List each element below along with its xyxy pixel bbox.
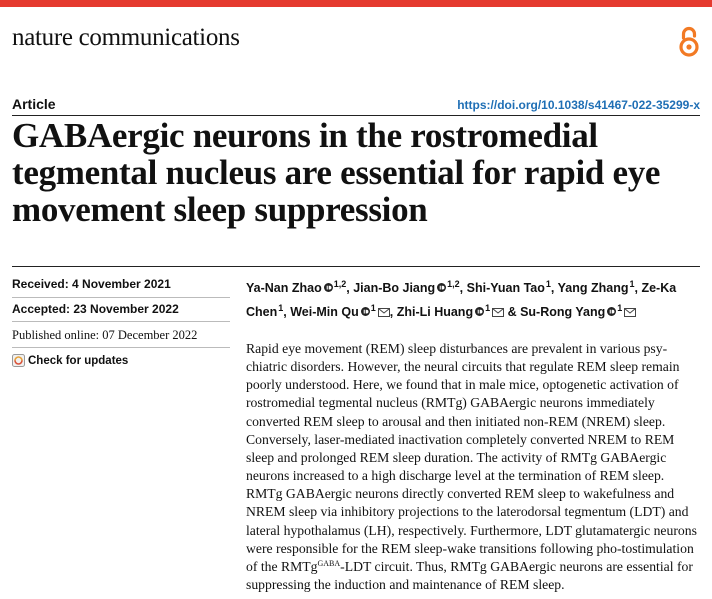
author-separator: &	[504, 305, 521, 319]
author-affiliation: 1,2	[333, 279, 347, 289]
author-affiliation: 1	[545, 279, 551, 289]
date-divider	[12, 297, 230, 298]
abstract-superscript: GABA	[317, 558, 341, 568]
open-access-icon[interactable]	[678, 26, 700, 58]
author-separator: ,	[389, 305, 397, 319]
abstract	[246, 340, 704, 594]
author[interactable]	[246, 281, 346, 295]
article-type: Article	[12, 96, 56, 112]
abstract-text-end: -LDT circuit. Thus, RMTg GABAergic neurons are essential for suppressing the induction and maintenance of REM sleep.	[246, 558, 693, 593]
doi-link[interactable]: https://doi.org/10.1038/s41467-022-35299-x	[457, 98, 700, 112]
published-date: Published online: 07 December 2022	[12, 328, 198, 342]
author[interactable]	[353, 281, 459, 295]
author-name: Su-Rong Yang	[520, 305, 606, 319]
orcid-icon[interactable]	[324, 283, 333, 292]
author-separator: ,	[634, 281, 642, 295]
date-divider	[12, 321, 230, 322]
author-separator: ,	[283, 305, 291, 319]
orcid-icon[interactable]	[607, 307, 616, 316]
author-name: Jian-Bo Jiang	[353, 281, 436, 295]
author[interactable]	[397, 305, 504, 319]
author-name: Shi-Yuan Tao	[466, 281, 545, 295]
author-affiliation: 1	[485, 303, 491, 313]
received-date: Received: 4 November 2021	[12, 277, 171, 291]
author[interactable]	[558, 281, 635, 295]
email-icon[interactable]	[378, 308, 390, 317]
author[interactable]	[520, 305, 636, 319]
author-affiliation: 1	[278, 303, 284, 313]
article-title: GABAergic neurons in the rostromedial tegmental nucleus are essential for rapid eye movement sleep suppression	[12, 116, 661, 229]
check-for-updates-button[interactable]	[12, 354, 128, 367]
journal-name: nature communications	[12, 24, 240, 51]
author-name: Wei-Min Qu	[290, 305, 359, 319]
author-affiliation: 1	[617, 303, 623, 313]
email-icon[interactable]	[492, 308, 504, 317]
author-affiliation: 1	[370, 303, 376, 313]
author-separator: ,	[459, 281, 467, 295]
abstract-text: Rapid eye movement (REM) sleep disturbances are prevalent in various psy-chiatric disorders. However, the neural circuits that regulate REM sleep remain poorly understood. Here, we found that in male mice, optogenetic activation of rostromedial tegmental nucleus (RMTg) GABAergic neurons immediately converted REM sleep to arousal and then initiated non-REM (NREM) sleep. Conversely, laser-mediated inactivation completely converted NREM to REM sleep and prolonged REM sleep duration. The activity of RMTg GABAergic neurons increased to a high discharge level at the termination of REM sleep. RMTg GABAergic neurons directly converted REM sleep to wakefulness and NREM sleep via inhibitory projections to the laterodorsal tegmentum (LDT) and lateral hypothalamus (LH), respectively. Furthermore, LDT glutamatergic neurons were responsible for the REM sleep-wake transitions following pho-tostimulation of the RMTg	[246, 341, 697, 574]
author-separator: ,	[346, 281, 354, 295]
orcid-icon[interactable]	[475, 307, 484, 316]
author[interactable]	[467, 281, 551, 295]
accepted-date: Accepted: 23 November 2022	[12, 302, 179, 316]
author-name: Yang Zhang	[557, 281, 629, 295]
title-divider	[12, 266, 700, 267]
author-name: Ze-Ka Chen	[246, 281, 677, 319]
author-name: Ya-Nan Zhao	[246, 281, 322, 295]
author-affiliation: 1,2	[447, 279, 460, 289]
author-separator: ,	[550, 281, 558, 295]
check-updates-icon	[12, 354, 25, 367]
email-icon[interactable]	[624, 308, 636, 317]
author-affiliation: 1	[629, 279, 635, 289]
author-list	[246, 274, 706, 322]
author-name: Zhi-Li Huang	[396, 305, 474, 319]
accent-bar	[0, 0, 712, 7]
author[interactable]	[290, 305, 390, 319]
date-divider	[12, 347, 230, 348]
check-updates-label: Check for updates	[28, 354, 129, 367]
orcid-icon[interactable]	[437, 283, 446, 292]
orcid-icon[interactable]	[361, 307, 370, 316]
